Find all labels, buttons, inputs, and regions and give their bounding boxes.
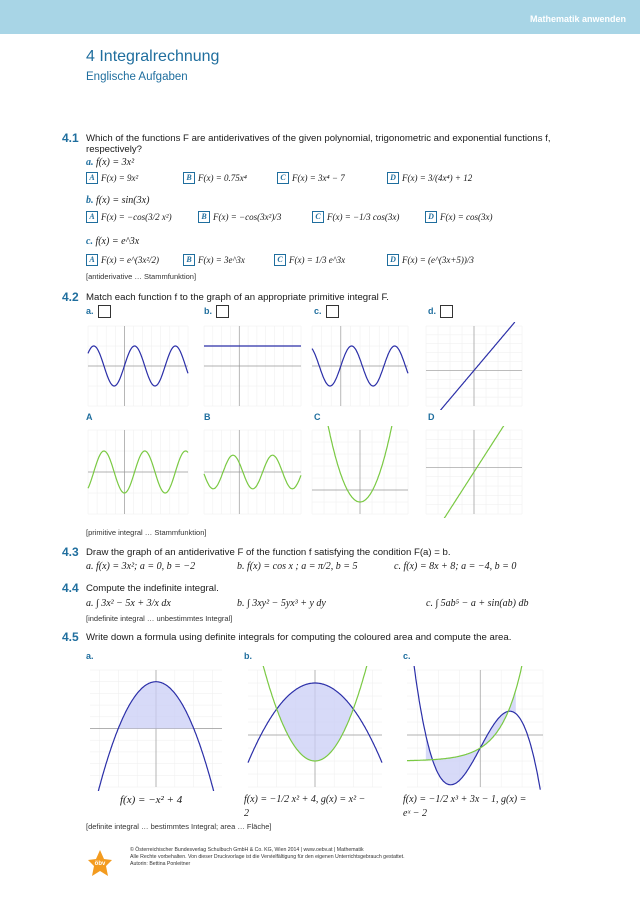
graph-A-cosine [84, 426, 192, 518]
option-b-A[interactable]: A F(x) = −cos(3/2 x²) [86, 211, 172, 223]
note-4-2: [primitive integral … Stammfunktion] [86, 528, 207, 537]
formula-c-line1: f(x) = −1/2 x³ + 3x − 1, g(x) = [403, 794, 527, 805]
option-c-B[interactable]: B F(x) = 3e^3x [183, 254, 245, 266]
task-4-4-a: a. ∫ 3x² − 5x + 3/x dx [86, 598, 171, 609]
option-b-C[interactable]: C F(x) = −1/3 cos(3x) [312, 211, 399, 223]
task-number-4-3: 4.3 [62, 545, 79, 559]
option-c-A[interactable]: A F(x) = e^(3x²/2) [86, 254, 159, 266]
task-text-4-3: Draw the graph of an antiderivative F of the function f satisfying the condition F(a) = b. [86, 547, 451, 558]
task-number-4-5: 4.5 [62, 630, 79, 644]
note-4-1: [antiderivative … Stammfunktion] [86, 272, 197, 281]
match-label-c: c. [314, 305, 339, 318]
option-c-C[interactable]: C F(x) = 1/3 e^3x [274, 254, 345, 266]
match-label-A: A [86, 412, 93, 422]
match-label-b: b. [204, 305, 229, 318]
formula-b-line2: 2 [244, 808, 249, 819]
graph-c-sine [308, 322, 412, 410]
publisher-logo-text: öbv [94, 861, 106, 867]
area-graph-a [86, 666, 226, 791]
option-a-B[interactable]: B F(x) = 0.75x⁴ [183, 172, 247, 184]
graph-d-linear [422, 322, 526, 410]
area-label-a: a. [86, 651, 94, 661]
note-4-4: [indefinite integral … unbestimmtes Integral] [86, 614, 233, 623]
task-4-4-b: b. ∫ 3xy² − 5yx³ + y dy [237, 598, 326, 609]
header-band-text: Mathematik anwenden [529, 14, 626, 24]
match-label-C: C [314, 412, 321, 422]
area-graph-b [244, 666, 386, 791]
area-graph-c [403, 666, 547, 791]
task-4-3-c: c. f(x) = 8x + 8; a = −4, b = 0 [394, 561, 517, 572]
header-band [0, 0, 640, 34]
task-text-4-2: Match each function f to the graph of an appropriate primitive integral F. [86, 292, 389, 303]
graph-B-cosine [200, 426, 305, 518]
footer-text: © Österreichischer Bundesverlag Schulbuch GmbH & Co. KG, Wien 2014 | www.oebv.at | Mathematik Alle Rechte vorbehalten. Von dieser Druckvorlage ist die Vervielfältigung für den eigenen Unterrichtsgebrauch gestattet. Autorin: Bettina Ponleitner [130, 847, 405, 867]
publisher-logo [88, 848, 112, 878]
task-4-1-a-function [86, 157, 134, 168]
task-4-1-c-function: c. f(x) = e^3x [86, 236, 140, 247]
graph-a-sine [84, 322, 192, 410]
task-number-4-2: 4.2 [62, 290, 79, 304]
task-4-1-a-f: f(x) = 3x² [96, 157, 135, 168]
option-a-D[interactable]: D F(x) = 3/(4x⁴) + 12 [387, 172, 472, 184]
option-a-A[interactable]: A F(x) = 9x² [86, 172, 138, 184]
task-text-4-1: Which of the functions F are antiderivatives of the given polynomial, trigonometric and exponential functions f, respectively? [86, 133, 551, 155]
formula-c-line2: eˣ − 2 [403, 808, 428, 819]
option-b-B[interactable]: B F(x) = −cos(3x²)/3 [198, 211, 281, 223]
answer-box-a[interactable] [98, 305, 111, 318]
match-label-D: D [428, 412, 435, 422]
task-4-4-c: c. ∫ 5ab⁵ − a + sin(ab) db [426, 598, 529, 609]
task-number-4-4: 4.4 [62, 581, 79, 595]
option-a-C[interactable]: C F(x) = 3x⁴ − 7 [277, 172, 345, 184]
option-c-D[interactable]: D F(x) = (e^(3x+5))/3 [387, 254, 474, 266]
task-text-4-5: Write down a formula using definite integrals for computing the coloured area and compute the area. [86, 632, 512, 643]
match-label-d: d. [428, 305, 453, 318]
task-4-1-a-label: a. [86, 157, 94, 168]
option-b-D[interactable]: D F(x) = cos(3x) [425, 211, 493, 223]
task-4-3-b: b. f(x) = cos x ; a = π/2, b = 5 [237, 561, 358, 572]
graph-b-constant [200, 322, 305, 410]
graph-C-parabola [308, 426, 412, 518]
formula-b-line1: f(x) = −1/2 x² + 4, g(x) = x² − [244, 794, 366, 805]
match-label-a: a. [86, 305, 111, 318]
task-4-1-b-function: b. f(x) = sin(3x) [86, 195, 150, 206]
task-text-4-4: Compute the indefinite integral. [86, 583, 219, 594]
answer-box-c[interactable] [326, 305, 339, 318]
task-4-3-a: a. f(x) = 3x²; a = 0, b = −2 [86, 561, 196, 572]
note-4-5: [definite integral … bestimmtes Integral; area … Fläche] [86, 822, 272, 831]
answer-box-d[interactable] [440, 305, 453, 318]
answer-box-b[interactable] [216, 305, 229, 318]
task-number-4-1: 4.1 [62, 131, 79, 145]
chapter-title: 4 Integralrechnung [86, 48, 220, 65]
area-label-b: b. [244, 651, 252, 661]
graph-D-line [422, 426, 526, 518]
area-label-c: c. [403, 651, 411, 661]
chapter-subtitle: Englische Aufgaben [86, 71, 188, 83]
match-label-B: B [204, 412, 211, 422]
formula-a: f(x) = −x² + 4 [120, 794, 183, 806]
